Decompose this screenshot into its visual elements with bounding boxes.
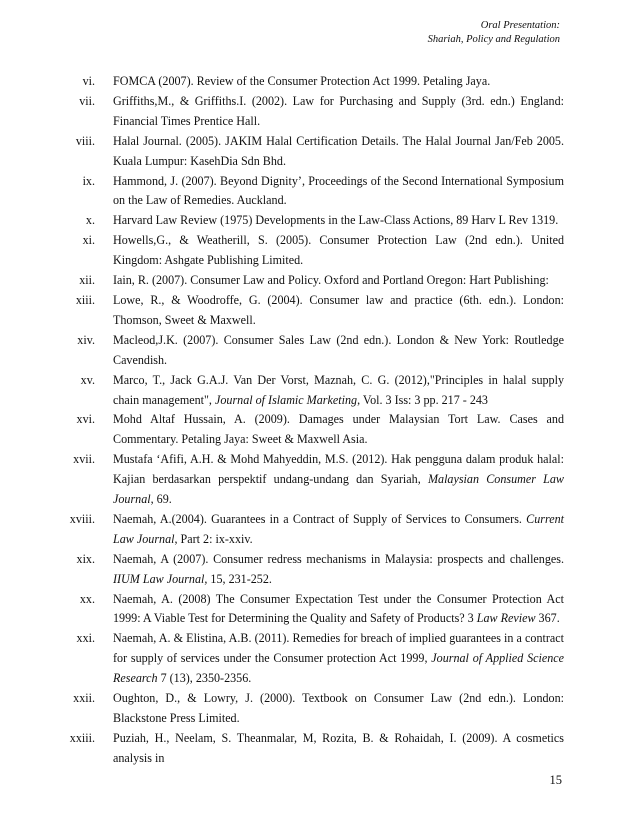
- reference-item: [0, 271, 638, 291]
- reference-text: [113, 92, 564, 132]
- reference-number: xix.: [76, 551, 95, 566]
- reference-segment: Puziah, H., Neelam, S. Theanmalar, M, Rozita, B. & Rohaidah, I. (2009). A cosmetics analysis in: [113, 730, 564, 765]
- reference-item: [0, 510, 638, 550]
- reference-text: [113, 729, 564, 769]
- reference-number: vii.: [79, 93, 95, 108]
- reference-number: xxiii.: [69, 730, 95, 745]
- reference-item: [0, 371, 638, 411]
- reference-italic-segment: IIUM Law Journal,: [113, 571, 208, 586]
- reference-segment: Griffiths,M., & Griffiths.I. (2002). Law for Purchasing and Supply (3rd. edn.) England: Financial Times Prentice Hall.: [113, 93, 564, 128]
- header-line-1: Oral Presentation:: [480, 20, 560, 31]
- reference-number: viii.: [75, 133, 95, 148]
- reference-italic-segment: Law Review: [476, 611, 536, 626]
- reference-segment: Naemah, A. & Elistina, A.B. (2011). Remedies for breach of implied guarantees in a contract for supply of services under the Consumer protection Act 1999,: [113, 631, 564, 666]
- reference-segment: Harvard Law Review (1975) Developments in the Law-Class Actions, 89 Harv L Rev 1319.: [113, 213, 559, 228]
- reference-segment: Hammond, J. (2007). Beyond Dignity’, Proceedings of the Second International Symposium on the Law of Remedies. Auckland.: [113, 173, 564, 208]
- reference-text: [113, 450, 564, 510]
- reference-item: [0, 410, 638, 450]
- reference-item: [0, 331, 638, 371]
- reference-item: [0, 231, 638, 271]
- reference-segment: Naemah, A. (2008) The Consumer Expectation Test under the Consumer Protection Act 1999: A Viable Test for Determining the Quality and Safety of Products? 3: [113, 591, 564, 626]
- reference-segment: Howells,G., & Weatherill, S. (2005). Consumer Protection Law (2nd edn.). United Kingdom: Ashgate Publishing Limited.: [113, 233, 564, 268]
- reference-item: [0, 92, 638, 132]
- reference-segment: 7 (13), 2350-2356.: [157, 671, 252, 686]
- reference-number: xviii.: [69, 511, 95, 526]
- reference-segment: 15, 231-252.: [207, 571, 272, 586]
- reference-item: [0, 291, 638, 331]
- reference-segment: , Part 2: ix-xxiv.: [174, 531, 253, 546]
- running-header: [428, 19, 560, 47]
- reference-item: [0, 72, 638, 92]
- reference-item: [0, 450, 638, 510]
- reference-italic-segment: Journal of Islamic Marketing: [214, 392, 358, 407]
- reference-italic-segment: Malaysian Consumer Law Journal: [113, 472, 564, 507]
- reference-segment: Halal Journal. (2005). JAKIM Halal Certification Details. The Halal Journal Jan/Feb 2005. Kuala Lumpur: KasehDia Sdn Bhd.: [113, 133, 564, 168]
- reference-number: xxii.: [73, 691, 95, 706]
- reference-item: [0, 550, 638, 590]
- reference-text: [113, 72, 564, 92]
- reference-text: [113, 629, 564, 689]
- reference-item: [0, 172, 638, 212]
- reference-text: [113, 172, 564, 212]
- reference-list: [0, 72, 638, 769]
- reference-number: ix.: [82, 173, 95, 188]
- reference-text: [113, 291, 564, 331]
- reference-number: x.: [85, 213, 95, 228]
- header-line-2: Shariah, Policy and Regulation: [427, 34, 560, 45]
- reference-item: [0, 729, 638, 769]
- reference-item: [0, 211, 638, 231]
- reference-number: xv.: [80, 372, 95, 387]
- reference-text: [113, 550, 564, 590]
- reference-text: [113, 590, 564, 630]
- reference-item: [0, 629, 638, 689]
- reference-text: [113, 410, 564, 450]
- reference-text: [113, 510, 564, 550]
- reference-segment: Iain, R. (2007). Consumer Law and Policy. Oxford and Portland Oregon: Hart Publishing:: [113, 273, 549, 288]
- reference-number: xvi.: [76, 412, 95, 427]
- reference-number: xiii.: [75, 292, 95, 307]
- reference-number: xxi.: [76, 631, 95, 646]
- reference-segment: Marco, T., Jack G.A.J. Van Der Vorst, Maznah, C. G. (2012),"Principles in halal supply chain management",: [113, 372, 564, 407]
- reference-number: xx.: [79, 591, 95, 606]
- reference-text: [113, 371, 564, 411]
- reference-segment: FOMCA (2007). Review of the Consumer Protection Act 1999. Petaling Jaya.: [113, 74, 491, 88]
- reference-segment: Naemah, A (2007). Consumer redress mechanisms in Malaysia: prospects and challenges.: [113, 551, 564, 566]
- reference-segment: Naemah, A.(2004). Guarantees in a Contract of Supply of Services to Consumers.: [113, 511, 527, 526]
- reference-italic-segment: Journal of Applied Science Research: [113, 651, 565, 686]
- reference-text: [113, 231, 564, 271]
- reference-text: [113, 271, 564, 291]
- reference-item: [0, 689, 638, 729]
- reference-segment: , 69.: [150, 492, 172, 507]
- reference-number: xiv.: [77, 332, 95, 347]
- reference-number: xi.: [82, 233, 95, 248]
- reference-text: [113, 132, 564, 172]
- page-number: 15: [549, 773, 562, 787]
- reference-text: [113, 331, 564, 371]
- reference-text: [113, 689, 564, 729]
- reference-segment: Oughton, D., & Lowry, J. (2000). Textbook on Consumer Law (2nd edn.). London: Blackstone Press Limited.: [113, 691, 564, 725]
- reference-segment: Mustafa ‘Afifi, A.H. & Mohd Mahyeddin, M.S. (2012). Hak pengguna dalam produk halal: Kajian berdasarkan perspektif undang-undang dan Syariah,: [113, 452, 564, 487]
- reference-number: xii.: [79, 273, 95, 288]
- reference-segment: 367.: [535, 611, 560, 626]
- reference-segment: , Vol. 3 Iss: 3 pp. 217 - 243: [357, 392, 488, 407]
- reference-number: xvii.: [73, 452, 95, 467]
- reference-text: [113, 211, 564, 231]
- reference-number: vi.: [82, 74, 95, 88]
- reference-item: [0, 590, 638, 630]
- reference-segment: Lowe, R., & Woodroffe, G. (2004). Consumer law and practice (6th. edn.). London: Thomson, Sweet & Maxwell.: [113, 292, 564, 327]
- reference-italic-segment: Current Law Journal: [113, 511, 564, 546]
- reference-item: [0, 132, 638, 172]
- reference-segment: Macleod,J.K. (2007). Consumer Sales Law (2nd edn.). London & New York: Routledge Cavendish.: [113, 332, 564, 367]
- reference-segment: Mohd Altaf Hussain, A. (2009). Damages under Malaysian Tort Law. Cases and Commentary. Petaling Jaya: Sweet & Maxwell Asia.: [113, 412, 564, 447]
